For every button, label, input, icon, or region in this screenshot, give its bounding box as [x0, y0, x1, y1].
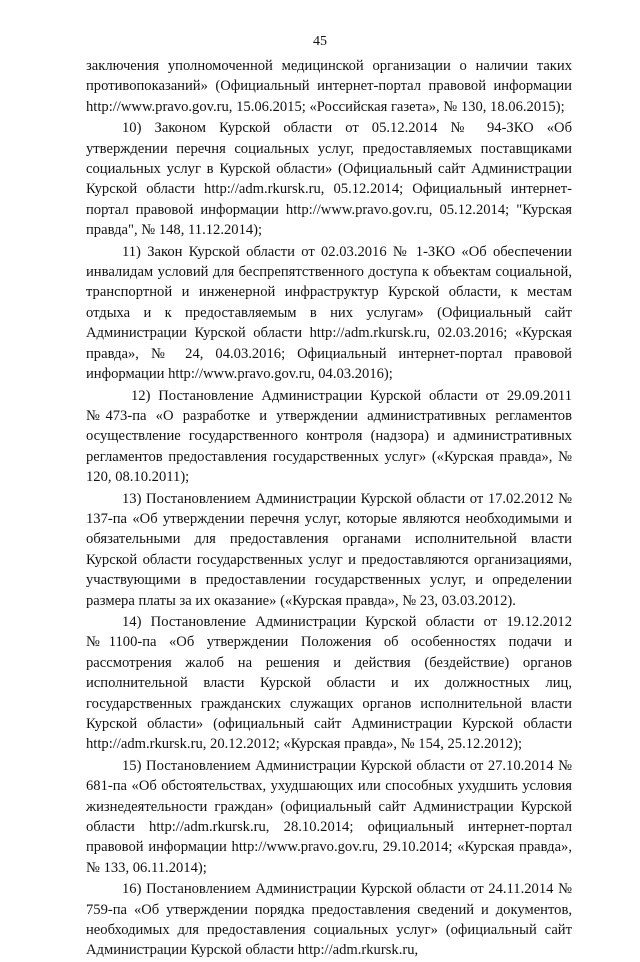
page-number: 45 [313, 34, 327, 49]
paragraph-item-11: 11) Закон Курской области от 02.03.2016 № 1-ЗКО «Об обеспечении инвалидам условий для беспрепятственного доступа к объектам социальной, транспортной и инженерной инфраструктур Курской области, к местам отдыха и к предоставляемым в них услугам» (Официальный сайт Администрации Курской области http://adm.rkursk.ru, 02.03.2016; «Курская правда», № 24, 04.03.2016; Официальный интернет-портал правовой информации http://www.pravo.gov.ru, 04.03.2016); [86, 243, 572, 383]
document-body [86, 56, 572, 962]
paragraph-continuation: заключения уполномоченной медицинской организации о наличии таких противопоказаний» (Официальный интернет-портал правовой информации http://www.pravo.gov.ru, 15.06.2015; «Российская газета», № 130, 18.06.2015); [86, 58, 572, 115]
paragraph-item-16: 16) Постановлением Администрации Курской области от 24.11.2014 № 759-па «Об утверждении порядка предоставления сведений и документов, необходимых для предоставления социальных услуг» (официальный сайт Администрации Курской области http://adm.rkursk.ru, [86, 881, 572, 959]
paragraph-item-14: 14) Постановление Администрации Курской области от 19.12.2012 №1100-па «Об утверждении Положения об особенностях подачи и рассмотрения жалоб на решения и действия (бездействие) органов исполнительной власти Курской области и их должностных лиц, государственных гражданских служащих органов исполнительной власти Курской области» (официальный сайт Администрации Курской области http://adm.rkursk.ru, 20.12.2012; «Курская правда», № 154, 25.12.2012); [86, 613, 572, 753]
paragraph-item-15: 15) Постановлением Администрации Курской области от 27.10.2014 № 681-па «Об обстоятельствах, ухудшающих или способных ухудшить условия жизнедеятельности граждан» (официальный сайт Администрации Курской области http://adm.rkursk.ru, 28.10.2014; официальный интернет-портал правовой информации http://www.pravo.gov.ru, 29.10.2014; «Курская правда», № 133, 06.11.2014); [86, 757, 572, 876]
paragraph-item-13: 13) Постановлением Администрации Курской области от 17.02.2012 № 137-па «Об утверждении перечня услуг, которые являются необходимыми и обязательными для предоставления органами исполнительной власти Курской области государственных услуг и предоставляются организациями, участвующими в предоставлении государственных услуг, и определении размера платы за их оказание» («Курская правда», № 23, 03.03.2012). [86, 490, 572, 609]
paragraph-item-10: 10) Законом Курской области от 05.12.2014 № 94-ЗКО «Об утверждении перечня социальных услуг, предоставляемых поставщиками социальных услуг в Курской области» (Официальный сайт Администрации Курской области http://adm.rkursk.ru, 05.12.2014; Официальный интернет-портал правовой информации http://www.pravo.gov.ru, 05.12.2014; "Курская правда", № 148, 11.12.2014); [86, 120, 572, 239]
paragraph-item-12: 12) Постановление Администрации Курской области от 29.09.2011 №473-па «О разработке и утверждении административных регламентов осуществление государственного контроля (надзора) и административных регламентов предоставления государственных услуг» («Курская правда», № 120, 08.10.2011); [86, 387, 572, 486]
